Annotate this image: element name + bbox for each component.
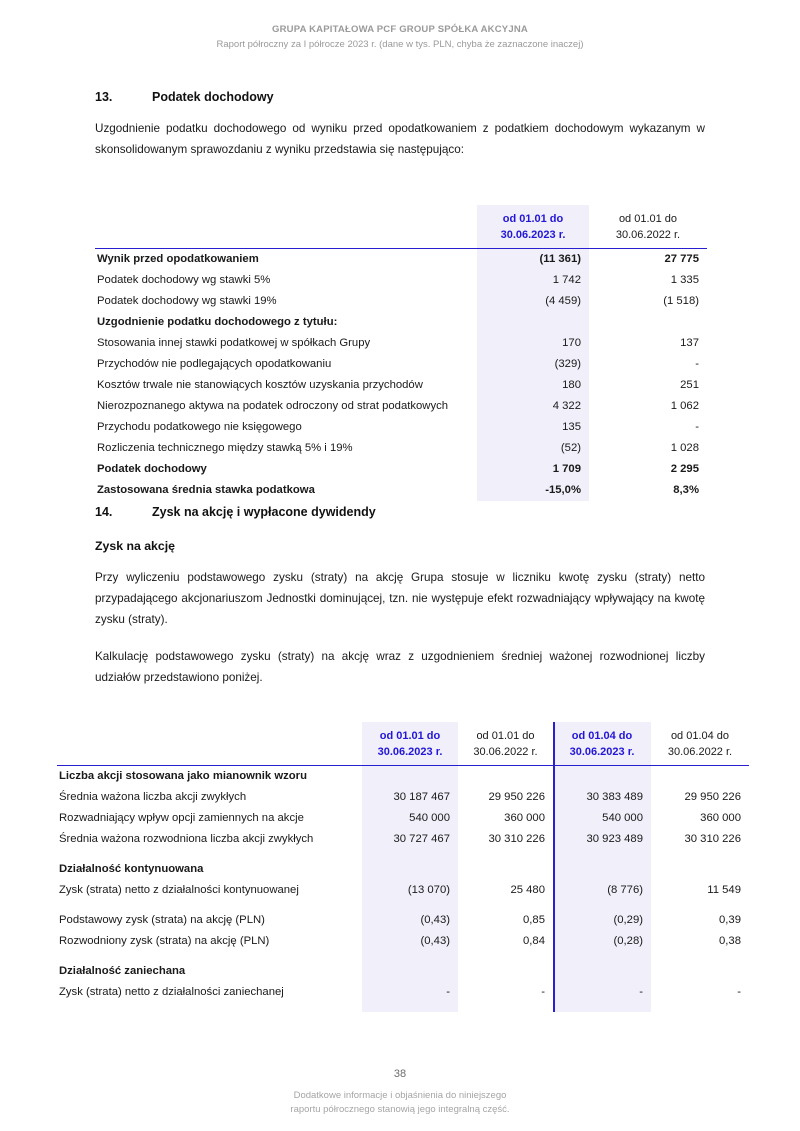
eps-cell [362, 766, 458, 788]
eps-spacer-row [57, 850, 749, 859]
tax-cell: - [695, 421, 699, 433]
eps-col-header-2 [458, 722, 553, 766]
tax-cell: 8,3% [673, 484, 699, 496]
table-row [95, 291, 707, 312]
eps-col-header-2-line1: od 01.01 do [476, 730, 535, 742]
tax-cell: 180 [477, 375, 589, 396]
eps-row-label: Średnia ważona liczba akcji zwykłych [59, 791, 247, 803]
eps-cell: - [541, 986, 545, 998]
eps-cell [458, 859, 553, 880]
eps-cell: (0,28) [553, 931, 651, 952]
eps-cell: 0,38 [719, 935, 741, 947]
table-row [95, 249, 707, 271]
eps-col-header-4-line1: od 01.04 do [670, 730, 730, 742]
tax-cell: 1 335 [670, 274, 699, 286]
tax-row-label: Wynik przed opodatkowaniem [97, 253, 259, 265]
eps-cell: 0,84 [523, 935, 545, 947]
tax-row-label: Podatek dochodowy wg stawki 5% [97, 274, 271, 286]
tax-cell: 137 [680, 337, 699, 349]
table-row [57, 859, 749, 880]
eps-cell: (0,43) [362, 910, 458, 931]
eps-row-label: Rozwodniony zysk (strata) na akcję (PLN) [59, 935, 270, 947]
eps-col-header-1-line2: 30.06.2023 r. [377, 745, 443, 758]
table-row [57, 961, 749, 982]
table-row [57, 766, 749, 788]
page-number: 38 [393, 1068, 407, 1080]
eps-cell: - [362, 982, 458, 1003]
tax-col-header-2 [589, 205, 707, 249]
footer-note-line-2: raportu półrocznego stanowią jego integralną część. [290, 1104, 510, 1115]
eps-spacer-cell [651, 850, 749, 859]
eps-cell [362, 859, 458, 880]
table-row [57, 880, 749, 901]
eps-col-header-3-line1: od 01.04 do [571, 730, 633, 742]
eps-cell: 540 000 [362, 808, 458, 829]
tax-cell: 4 322 [477, 396, 589, 417]
table-row [95, 354, 707, 375]
eps-spacer-cell [553, 850, 651, 859]
tax-table-header [95, 205, 707, 249]
tax-cell: - [695, 358, 699, 370]
eps-cell: 30 187 467 [362, 787, 458, 808]
footer-note-line-1: Dodatkowe informacje i objaśnienia do niniejszego [293, 1090, 507, 1101]
section-13-title: Podatek dochodowy [152, 90, 274, 104]
table-row [95, 459, 707, 480]
section-14-subheading: Zysk na akcję [95, 539, 175, 553]
eps-spacer-cell [553, 901, 651, 910]
eps-spacer-cell [553, 1003, 651, 1012]
eps-cell: (0,43) [362, 931, 458, 952]
eps-spacer-cell [57, 952, 362, 961]
eps-cell: 360 000 [700, 812, 741, 824]
eps-table-header [57, 722, 749, 766]
eps-spacer-cell [651, 952, 749, 961]
page-footer [0, 1068, 800, 1117]
table-row [57, 982, 749, 1003]
eps-spacer-cell [651, 901, 749, 910]
eps-cell: - [737, 986, 741, 998]
eps-spacer-cell [458, 901, 553, 910]
eps-cell [553, 859, 651, 880]
eps-row-label: Zysk (strata) netto z działalności zaniechanej [59, 986, 284, 998]
tax-row-label: Przychodu podatkowego nie księgowego [97, 421, 302, 433]
eps-col-header-3-line2: 30.06.2023 r. [569, 745, 635, 758]
eps-col-header-1 [362, 722, 458, 766]
eps-cell: 30 923 489 [553, 829, 651, 850]
report-subtitle: Raport półroczny za I półrocze 2023 r. (dane w tys. PLN, chyba że zaznaczone inaczej) [216, 39, 584, 50]
eps-cell [458, 961, 553, 982]
table-row [95, 312, 707, 333]
tax-cell: -15,0% [477, 480, 589, 501]
tax-col-header-1 [477, 205, 589, 249]
eps-row-label: Działalność zaniechana [59, 965, 186, 977]
table-row [95, 438, 707, 459]
eps-cell: (0,29) [553, 910, 651, 931]
tax-cell: 1 742 [477, 270, 589, 291]
section-14-title: Zysk na akcję i wypłacone dywidendy [152, 505, 376, 519]
eps-cell: 29 950 226 [684, 791, 741, 803]
eps-cell: 25 480 [510, 884, 545, 896]
eps-cell [553, 766, 651, 788]
section-13-number: 13. [95, 90, 113, 104]
tax-cell: (4 459) [477, 291, 589, 312]
eps-spacer-row [57, 901, 749, 910]
eps-cell: 0,39 [719, 914, 741, 926]
table-row [95, 333, 707, 354]
eps-col-header-1-line1: od 01.01 do [379, 730, 441, 742]
eps-row-label: Rozwadniający wpływ opcji zamiennych na akcje [59, 812, 304, 824]
eps-row-label: Średnia ważona rozwodniona liczba akcji zwykłych [59, 833, 314, 845]
eps-table-header-row [57, 722, 749, 766]
eps-spacer-cell [362, 850, 458, 859]
tax-cell: 2 295 [670, 463, 699, 475]
report-company-name: GRUPA KAPITAŁOWA PCF GROUP SPÓŁKA AKCYJNA [272, 24, 528, 35]
eps-spacer-cell [458, 850, 553, 859]
eps-spacer-cell [458, 952, 553, 961]
tax-col-header-1-line2: 30.06.2023 r. [500, 228, 566, 241]
tax-cell: (1 518) [663, 295, 699, 307]
section-14-heading [95, 505, 705, 519]
table-row [95, 375, 707, 396]
tax-table-corner-cell [95, 205, 477, 249]
eps-cell: 360 000 [504, 812, 545, 824]
eps-cell: 29 950 226 [488, 791, 545, 803]
tax-cell: (11 361) [477, 249, 589, 271]
eps-spacer-cell [57, 1003, 362, 1012]
eps-col-header-4 [651, 722, 749, 766]
earnings-per-share-table [57, 722, 749, 1012]
tax-cell: (329) [477, 354, 589, 375]
eps-cell [362, 961, 458, 982]
section-13-heading [95, 90, 705, 104]
eps-spacer-cell [57, 901, 362, 910]
tax-row-label: Przychodów nie podlegających opodatkowaniu [97, 358, 332, 370]
eps-table-corner-cell [57, 722, 362, 766]
tax-cell: 1 028 [670, 442, 699, 454]
eps-spacer-cell [362, 952, 458, 961]
eps-cell: 540 000 [553, 808, 651, 829]
eps-cell: - [553, 982, 651, 1003]
tax-row-label: Rozliczenia technicznego między stawką 5% i 19% [97, 442, 353, 454]
eps-row-label: Zysk (strata) netto z działalności kontynuowanej [59, 884, 299, 896]
table-row [95, 480, 707, 501]
section-13-intro-paragraph: Uzgodnienie podatku dochodowego od wyniku przed opodatkowaniem z podatkiem dochodowym wykazanym w skonsolidowanym sprawozdaniu z wyniku przedstawia się następująco: [95, 122, 705, 156]
tax-cell: 251 [680, 379, 699, 391]
eps-cell [651, 961, 749, 982]
income-tax-reconciliation-table [95, 205, 707, 501]
eps-col-header-3 [553, 722, 651, 766]
eps-cell: 30 310 226 [488, 833, 545, 845]
eps-table-body [57, 766, 749, 1013]
tax-cell: 27 775 [664, 253, 699, 265]
page-header [0, 0, 800, 52]
tax-table-header-row [95, 205, 707, 249]
tax-row-label: Podatek dochodowy [97, 463, 207, 475]
eps-spacer-cell [458, 1003, 553, 1012]
tax-col-header-1-line1: od 01.01 do [502, 213, 564, 225]
tax-row-label: Kosztów trwale nie stanowiących kosztów uzyskania przychodów [97, 379, 423, 391]
table-row [57, 808, 749, 829]
tax-row-label: Nierozpoznanego aktywa na podatek odroczony od strat podatkowych [97, 400, 449, 412]
tax-col-header-2-line2: 30.06.2022 r. [615, 228, 681, 241]
table-row [57, 787, 749, 808]
table-row [95, 417, 707, 438]
tax-cell [477, 312, 589, 333]
tax-cell: 170 [477, 333, 589, 354]
tax-cell: (52) [477, 438, 589, 459]
tax-cell: 1 062 [670, 400, 699, 412]
eps-spacer-row [57, 952, 749, 961]
section-14-paragraph-2: Kalkulację podstawowego zysku (straty) na akcję wraz z uzgodnieniem średniej ważonej rozwodnionej liczby udziałów przedstawiono poniżej. [95, 650, 705, 684]
document-content [0, 90, 800, 160]
eps-cell [651, 766, 749, 788]
tax-row-label: Uzgodnienie podatku dochodowego z tytułu: [97, 316, 338, 328]
tax-cell: 135 [477, 417, 589, 438]
eps-cell: 30 383 489 [553, 787, 651, 808]
eps-col-header-4-line2: 30.06.2022 r. [667, 745, 733, 758]
eps-spacer-cell [362, 1003, 458, 1012]
eps-spacer-cell [553, 952, 651, 961]
eps-cell: (8 776) [553, 880, 651, 901]
eps-spacer-cell [57, 850, 362, 859]
table-row [95, 270, 707, 291]
eps-cell: 11 549 [707, 884, 741, 896]
eps-trailing-spacer-row [57, 1003, 749, 1012]
eps-cell [651, 859, 749, 880]
eps-cell: 30 310 226 [684, 833, 741, 845]
section-14-number: 14. [95, 505, 113, 519]
tax-col-header-2-line1: od 01.01 do [618, 213, 678, 225]
eps-row-label: Liczba akcji stosowana jako mianownik wzoru [59, 770, 307, 782]
table-row [57, 829, 749, 850]
table-row [95, 396, 707, 417]
tax-table-body [95, 249, 707, 502]
tax-row-label: Stosowania innej stawki podatkowej w spółkach Grupy [97, 337, 371, 349]
eps-cell: 0,85 [523, 914, 545, 926]
section-14-paragraph-1: Przy wyliczeniu podstawowego zysku (straty) na akcję Grupa stosuje w liczniku kwotę zysku (straty) netto przypadającego akcjonariuszom Jednostki dominującej, tzn. nie występuje efekt rozwadniający wpływający na kwotę zysku (straty). [95, 571, 705, 626]
tax-row-label: Podatek dochodowy wg stawki 19% [97, 295, 277, 307]
eps-row-label: Działalność kontynuowana [59, 863, 204, 875]
eps-row-label: Podstawowy zysk (strata) na akcję (PLN) [59, 914, 265, 926]
table-row [57, 910, 749, 931]
eps-spacer-cell [362, 901, 458, 910]
eps-col-header-2-line2: 30.06.2022 r. [473, 745, 538, 758]
eps-cell: (13 070) [362, 880, 458, 901]
tax-cell: 1 709 [477, 459, 589, 480]
tax-cell [589, 312, 707, 333]
tax-row-label: Zastosowana średnia stawka podatkowa [97, 484, 315, 496]
eps-cell [458, 766, 553, 788]
table-row [57, 931, 749, 952]
eps-spacer-cell [651, 1003, 749, 1012]
eps-cell [553, 961, 651, 982]
eps-cell: 30 727 467 [362, 829, 458, 850]
